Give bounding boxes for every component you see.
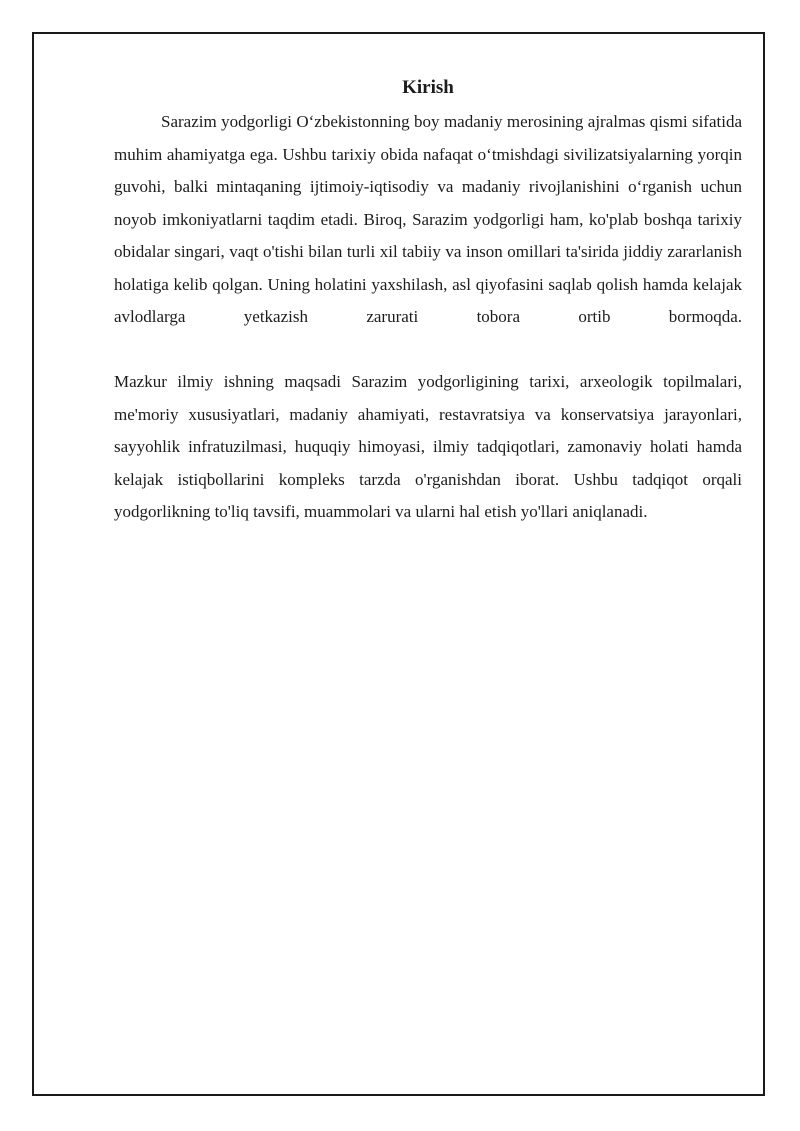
paragraph-spacer	[114, 334, 742, 367]
paragraph-aim: Mazkur ilmiy ishning maqsadi Sarazim yodgorligining tarixi, arxeologik topilmalari, me'moriy xususiyatlari, madaniy ahamiyati, restavratsiya va konservatsiya jarayonlari, sayyohlik infratuzilmasi, huquqiy himoyasi, ilmiy tadqiqotlari, zamonaviy holati hamda kelajak istiqbollarini kompleks tarzda o'rganishdan iborat. Ushbu tadqiqot orqali yodgorlikning to'liq tavsifi, muammolari va ularni hal etish yo'llari aniqlanadi.	[114, 372, 742, 521]
paragraph-intro: Sarazim yodgorligi O‘zbekistonning boy madaniy merosining ajralmas qismi sifatida muhim ahamiyatga ega. Ushbu tarixiy obida nafaqat o‘tmishdagi sivilizatsiyalarning yorqin guvohi, balki mintaqaning ijtimoiy-iqtisodiy va madaniy rivojlanishini o‘rganish uchun noyob imkoniyatlarni taqdim etadi. Biroq, Sarazim yodgorligi ham, ko'plab boshqa tarixiy obidalar singari, vaqt o'tishi bilan turli xil tabiiy va inson omillari ta'sirida jiddiy zararlanish holatiga kelib qolgan. Uning holatini yaxshilash, asl qiyofasini saqlab qolish hamda kelajak avlodlarga yetkazish zarurati tobora ortib bormoqda.	[114, 112, 742, 326]
document-title: Kirish	[402, 77, 454, 98]
document-body	[114, 70, 742, 529]
